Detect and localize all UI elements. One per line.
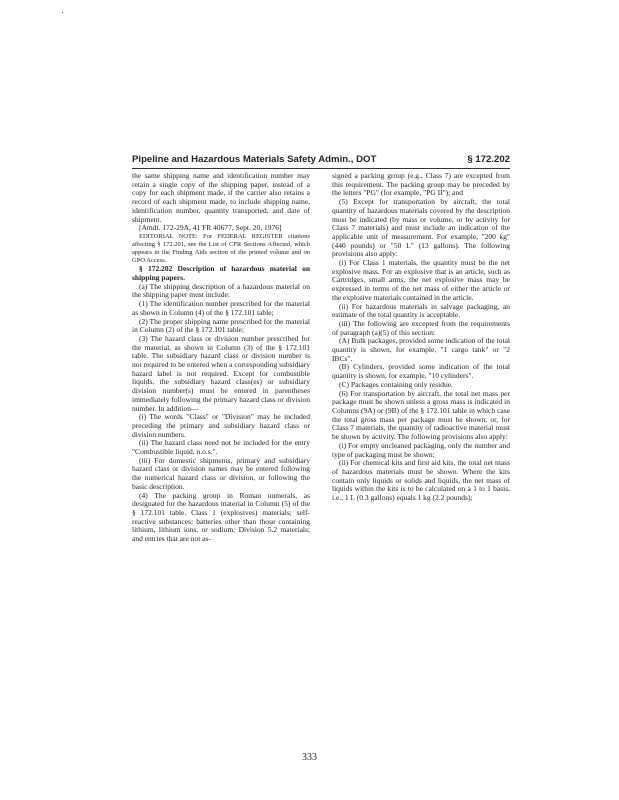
section-title: § 172.202 Description of hazardous material on shipping papers. (132, 264, 310, 282)
paragraph-a2: (2) The proper shipping name prescribed for the material in Column (2) of the § 172.101 table; (132, 316, 310, 335)
continued-paragraph: the same shipping name and identification number may retain a single copy of the shipping paper, instead of a copy for each shipment made, if the carrier also retains a record of each shipment made, to include shipping name, identification number, quantity transported, and date of shipment. (132, 171, 310, 224)
editorial-note: EDITORIAL NOTE: For FEDERAL REGISTER citations affecting § 172.201, see the List of CFR Sections Affected, which appears in the Finding Aids section of the printed volume and on GPO Access. (132, 232, 310, 265)
continued-paragraph: signed a packing group (e.g., Class 7) are excepted from this requirement. The packing group may be preceded by the letters "PG" (for example, "PG II"); and (332, 171, 510, 198)
paragraph-a5iiiC: (C) Packages containing only residue. (339, 379, 453, 389)
paragraph-a5ii: (ii) For hazardous materials in salvage packaging, an estimate of the total quantity is acceptable. (332, 301, 510, 320)
paragraph-a6: (6) For transportation by aircraft, the total net mass per package must be shown unless a gross mass is indicated in Columns (9A) or (9B) of the § 172.101 table in which case the total gross mass per package must be shown, or, for Class 7 materials, the quantity of radioactive material must be shown by activity. The following provisions also apply: (332, 388, 510, 442)
left-column (132, 172, 310, 544)
amendment-citation: [Amdt. 172-29A, 41 FR 40677, Sept. 20, 1976] (139, 223, 282, 233)
right-column (332, 172, 510, 503)
paragraph-a5i: (i) For Class 1 materials, the quantity must be the net explosive mass. For an explosive that is an article, such as Cartridges, small arms, the net explosive mass may be expressed in terms of the net mass of either the article or the explosive materials contained in the article. (332, 258, 510, 302)
paragraph-a3iii: (iii) For domestic shipments, primary and subsidiary hazard class or division names may be entered following the numerical hazard class or division, or following the basic description. (132, 455, 310, 491)
paragraph-a3i: (i) The words "Class" or "Division" may be included preceding the primary and subsidiary hazard class or division numbers. (132, 412, 310, 439)
scan-speck (62, 12, 63, 13)
paragraph-a3ii: (ii) The hazard class need not be included for the entry "Combustible liquid, n.o.s.". (132, 438, 310, 457)
paragraph-a4: (4) The packing group in Roman numerals, as designated for the hazardous material in Column (5) of the § 172.101 table. Class 1 (explosives) materials; self-reactive substances; batteries other than those containing lithium, lithium ions, or sodium; Division 5.2 materials; and entries that are not as- (132, 490, 310, 544)
paragraph-a: (a) The shipping description of a hazardous material on the shipping paper must include: (132, 281, 310, 300)
paragraph-a5iiiA: (A) Bulk packages, provided some indication of the total quantity is shown, for example, "1 cargo tank" or "2 IBCs". (332, 336, 510, 363)
paragraph-a6i: (i) For empty uncleaned packaging, only the number and type of packaging must be shown; (332, 440, 510, 459)
paragraph-a5iii: (iii) The following are excepted from the requirements of paragraph (a)(5) of this section: (332, 318, 510, 337)
page-number: 333 (302, 752, 317, 763)
running-header (132, 154, 510, 169)
paragraph-a6ii: (ii) For chemical kits and first aid kits, the total net mass of hazardous materials must be shown. Where the kits contain only liquids or solids and liquids, the net mass of liquids within the kits is to be calculated on a 1 to 1 basis, i.e., 1 L (0.3 gallons) equals 1 kg (2.2 pounds); (332, 458, 510, 503)
paragraph-a5: (5) Except for transportation by aircraft, the total quantity of hazardous materials covered by the description must be indicated (by mass or volume, or by activity for Class 7 materials) and must include an indication of the applicable unit of measurement. For example, "200 kg" (440 pounds) or "50 L" (13 gallons). The following provisions also apply: (332, 197, 510, 259)
paragraph-a3: (3) The hazard class or division number prescribed for the material, as shown in Column (3) of the § 172.101 table. The subsidiary hazard class or division number is not required to be entered when a corresponding subsidiary hazard label is not required. Except for combustible liquids, the subsidiary hazard class(es) or subsidiary division number(s) must be entered in parentheses immediately following the primary hazard class or division number. In addition— (132, 333, 310, 413)
header-agency-title: Pipeline and Hazardous Materials Safety Admin., DOT (132, 154, 377, 165)
paragraph-a1: (1) The identification number prescribed for the material as shown in Column (4) of the § 172.101 table; (132, 299, 310, 317)
paragraph-a5iiiB: (B) Cylinders, provided some indication of the total quantity is shown, for example, "10 cylinders". (332, 362, 510, 381)
header-section-number: § 172.202 (467, 154, 510, 165)
